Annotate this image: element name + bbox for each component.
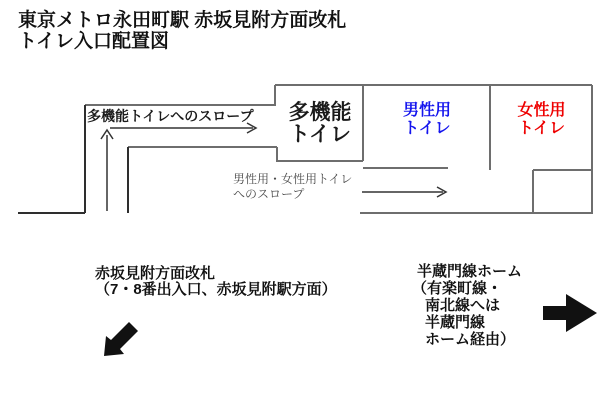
mens-room-label-line1: 男性用: [402, 102, 451, 119]
multifunction-room-label-line2: トイレ: [289, 123, 351, 146]
platform-label-line3: 南北線へは: [425, 297, 501, 314]
slope-to-mens-womens-label: [233, 172, 352, 202]
mens-room-label-line2: トイレ: [403, 120, 451, 137]
platform-label-line5: ホーム経由）: [425, 331, 516, 348]
womens-room-label: [491, 102, 592, 138]
page-title-line1: 東京メトロ永田町駅 赤坂見附方面改札: [18, 10, 347, 31]
slope-to-multifunction-label: 多機能トイレへのスロープ: [87, 108, 254, 124]
womens-room-label-line2: トイレ: [517, 120, 566, 137]
platform-label-line2: （有楽町線・: [412, 280, 503, 297]
platform-label-line4: 半蔵門線: [425, 314, 486, 331]
multifunction-room-label: [277, 102, 363, 146]
platform-direction-arrow-icon: [543, 294, 597, 332]
gate-label-line1: 赤坂見附方面改札: [95, 265, 216, 282]
gate-direction-arrow-icon: [104, 322, 138, 356]
multifunction-room-label-line1: 多機能: [288, 101, 352, 124]
slope-to-mens-womens-label-line1: 男性用・女性用トイレ: [233, 172, 353, 186]
mens-room-label: [364, 102, 490, 138]
gate-label: [95, 266, 337, 298]
page-title-line2: トイレ入口配置図: [18, 31, 170, 52]
platform-label: [412, 263, 522, 348]
gate-label-line2: （7・8番出入口、赤坂見附駅方面）: [95, 281, 337, 298]
womens-room-label-line1: 女性用: [517, 102, 566, 119]
slope-to-mens-womens-label-line2: へのスロープ: [233, 187, 305, 201]
page-title: [18, 10, 346, 52]
platform-label-line1: 半蔵門線ホーム: [417, 263, 523, 280]
direction-arrows: [104, 294, 597, 356]
